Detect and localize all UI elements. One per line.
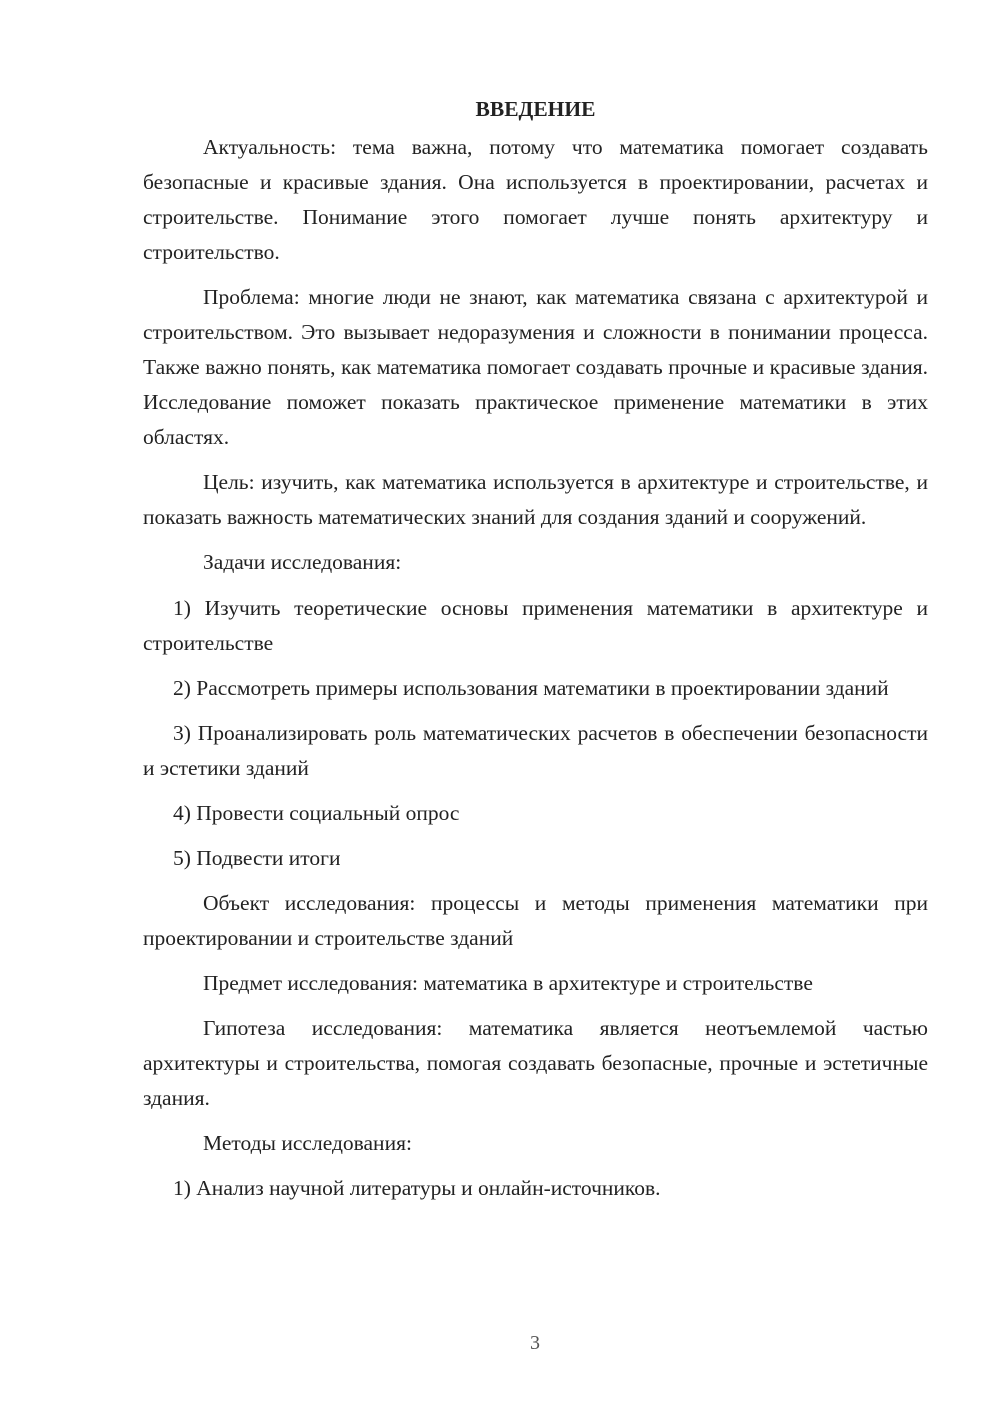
page-number: 3 bbox=[530, 1332, 540, 1354]
page-content bbox=[143, 92, 928, 1216]
method-item: 1) Анализ научной литературы и онлайн-источников. bbox=[173, 1176, 661, 1200]
paragraph-goal: Цель: изучить, как математика используется в архитектуре и строительстве, и показать важность математических знаний для создания зданий и сооружений. bbox=[143, 470, 928, 529]
paragraph-problem: Проблема: многие люди не знают, как математика связана с архитектурой и строительством. Это вызывает недоразумения и сложности в понимании процесса. Также важно понять, как математика помогает создавать прочные и красивые здания. Исследование поможет показать практическое применение математики в этих областях. bbox=[143, 285, 928, 449]
task-item: 5) Подвести итоги bbox=[173, 846, 341, 870]
paragraph-subject: Предмет исследования: математика в архитектуре и строительстве bbox=[203, 971, 813, 995]
paragraph-hypothesis: Гипотеза исследования: математика является неотъемлемой частью архитектуры и строительства, помогая создавать безопасные, прочные и эстетичные здания. bbox=[143, 1016, 928, 1110]
paragraph-object: Объект исследования: процессы и методы применения математики при проектировании и строительстве зданий bbox=[143, 891, 928, 950]
task-item: 1) Изучить теоретические основы применения математики в архитектуре и строительстве bbox=[143, 596, 928, 655]
section-heading: ВВЕДЕНИЕ bbox=[475, 97, 596, 121]
task-item: 2) Рассмотреть примеры использования математики в проектировании зданий bbox=[173, 676, 889, 700]
methods-title: Методы исследования: bbox=[203, 1131, 412, 1155]
paragraph-relevance: Актуальность: тема важна, потому что математика помогает создавать безопасные и красивые здания. Она используется в проектировании, расчетах и строительстве. Понимание этого помогает лучше понять архитектуру и строительство. bbox=[143, 135, 928, 264]
task-item: 3) Проанализировать роль математических расчетов в обеспечении безопасности и эстетики зданий bbox=[143, 721, 928, 780]
tasks-title: Задачи исследования: bbox=[203, 550, 402, 574]
task-item: 4) Провести социальный опрос bbox=[173, 801, 460, 825]
